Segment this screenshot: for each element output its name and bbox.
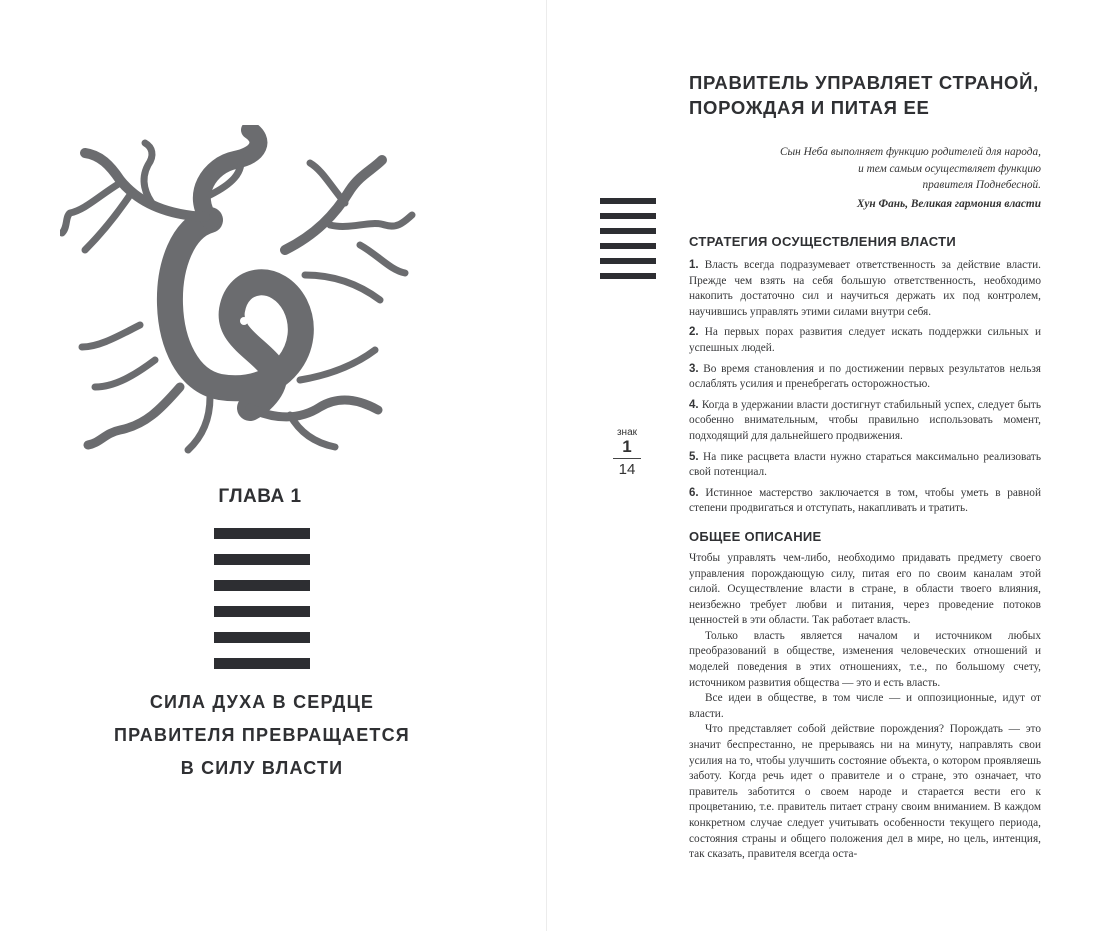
dragon-emblem-icon: [60, 125, 420, 455]
hexagram-line: [214, 632, 310, 643]
overview-paragraph: Только власть является началом и источником любых преобразований в обществе, изменения человеческих отношений и моделей поведения в этих отношениях, т.е., по большому счету, источником развития общества — это и есть власть.: [689, 629, 1041, 689]
item-text: Во время становления и по достижении первых результатов нельзя ослаблять усилия и пренебрегать осторожностью.: [689, 362, 1041, 391]
chapter-motto: [0, 686, 524, 785]
motto-line: СИЛА ДУХА В СЕРДЦЕ: [149, 692, 375, 712]
strategy-item: [689, 362, 1041, 393]
motto-line: В СИЛУ ВЛАСТИ: [180, 758, 344, 778]
strategy-item: [689, 486, 1041, 517]
overview-paragraph: Все идеи в обществе, в том числе — и оппозиционные, идут от власти.: [689, 692, 1041, 720]
overview-paragraph: Что представляет собой действие порождения? Порождать — это значит беспрестанно, не прерываясь ни на минуту, направлять свои усилия на то, чтобы улучшить состояние объекта, о котором проявляешь заботу. Когда речь идет о правителе и о стране, это означает, что правитель заботится о своем народе и старается вести его к процветанию, т.е. правитель питает страну своим вниманием. В каждом конкретном случае следует учитывать особенности текущего периода, состояния страны и общего положения дел в мире, но цель, интенция, так сказать, правителя всегда оста-: [689, 723, 1041, 861]
epigraph-line: Сын Неба выполняет функцию родителей для народа,: [779, 146, 1041, 158]
overview-text: [689, 551, 1041, 863]
hexagram-line: [214, 658, 310, 669]
sign-marker: [612, 428, 642, 478]
item-text: Власть всегда подразумевает ответственность за действие власти. Прежде чем взять на себя большую ответственность, необходимо накопить достаточно сил и научиться держать их под контролем, научившись управлять этими силами внутри себя.: [689, 259, 1041, 318]
item-text: Истинное мастерство заключается в том, чтобы уметь в равной степени продвигаться и отступать, накапливать и тратить.: [689, 486, 1042, 515]
strategy-list: [689, 258, 1041, 517]
sign-divider: [613, 458, 641, 459]
hexagram-line: [600, 198, 656, 204]
chapter-title-line: ПОРОЖДАЯ И ПИТАЯ ЕЕ: [689, 97, 930, 118]
hexagram-six-solid-lines-icon: [214, 528, 310, 669]
strategy-item: [689, 398, 1041, 445]
hexagram-line: [600, 213, 656, 219]
item-text: Когда в удержании власти достигнут стабильный успех, следует быть особенно внимательным, чтобы правильно использовать момент, подходящий для дальнейшего продвижения.: [689, 398, 1042, 442]
strategy-heading: СТРАТЕГИЯ ОСУЩЕСТВЛЕНИЯ ВЛАСТИ: [689, 234, 957, 249]
overview-heading: ОБЩЕЕ ОПИСАНИЕ: [689, 528, 822, 544]
hexagram-line: [214, 554, 310, 565]
strategy-item: [689, 258, 1041, 320]
hexagram-line: [214, 528, 310, 539]
epigraph-author: Хун Фань, Великая гармония власти: [856, 197, 1041, 210]
page-number: 14: [618, 461, 636, 478]
sign-label: знак: [616, 427, 638, 438]
item-number: 2.: [689, 326, 699, 339]
hexagram-line: [214, 606, 310, 617]
item-text: На первых порах развития следует искать поддержки сильных и успешных людей.: [689, 326, 1042, 354]
hexagram-line: [600, 243, 656, 249]
hexagram-line: [600, 228, 656, 234]
epigraph-line: правителя Поднебесной.: [922, 179, 1041, 191]
item-number: 4.: [689, 398, 699, 411]
item-number: 1.: [689, 259, 699, 271]
overview-paragraph: Чтобы управлять чем-либо, необходимо придавать предмету своего управления порождающую силу, питая его по своим каналам этой силой. Осуществление власти в стране, в области твоего влияния, неизбежно требует любви и питания, через проведение потоков ценностей в эти области. Так работает власть.: [689, 551, 1041, 627]
epigraph-line: и тем самым осуществляет функцию: [858, 162, 1041, 175]
hexagram-small-icon: [600, 198, 656, 279]
sign-number: 1: [622, 437, 632, 456]
chapter-title-line: ПРАВИТЕЛЬ УПРАВЛЯЕТ СТРАНОЙ,: [689, 72, 1039, 93]
item-text: На пике расцвета власти нужно стараться максимально реализовать свой потенциал.: [689, 450, 1042, 479]
motto-line: ПРАВИТЕЛЯ ПРЕВРАЩАЕТСЯ: [114, 725, 410, 745]
item-number: 3.: [689, 362, 699, 375]
chapter-label: ГЛАВА 1: [218, 486, 302, 507]
strategy-item: [689, 450, 1041, 481]
hexagram-line: [600, 273, 656, 279]
item-number: 5.: [689, 450, 699, 463]
right-page: [547, 0, 1104, 931]
chapter-title: [689, 70, 1041, 120]
left-page: [0, 0, 546, 931]
epigraph: [689, 144, 1041, 212]
chapter-content: [689, 70, 1041, 863]
strategy-item: [689, 325, 1041, 356]
hexagram-line: [600, 258, 656, 264]
hexagram-line: [214, 580, 310, 591]
item-number: 6.: [689, 486, 699, 499]
